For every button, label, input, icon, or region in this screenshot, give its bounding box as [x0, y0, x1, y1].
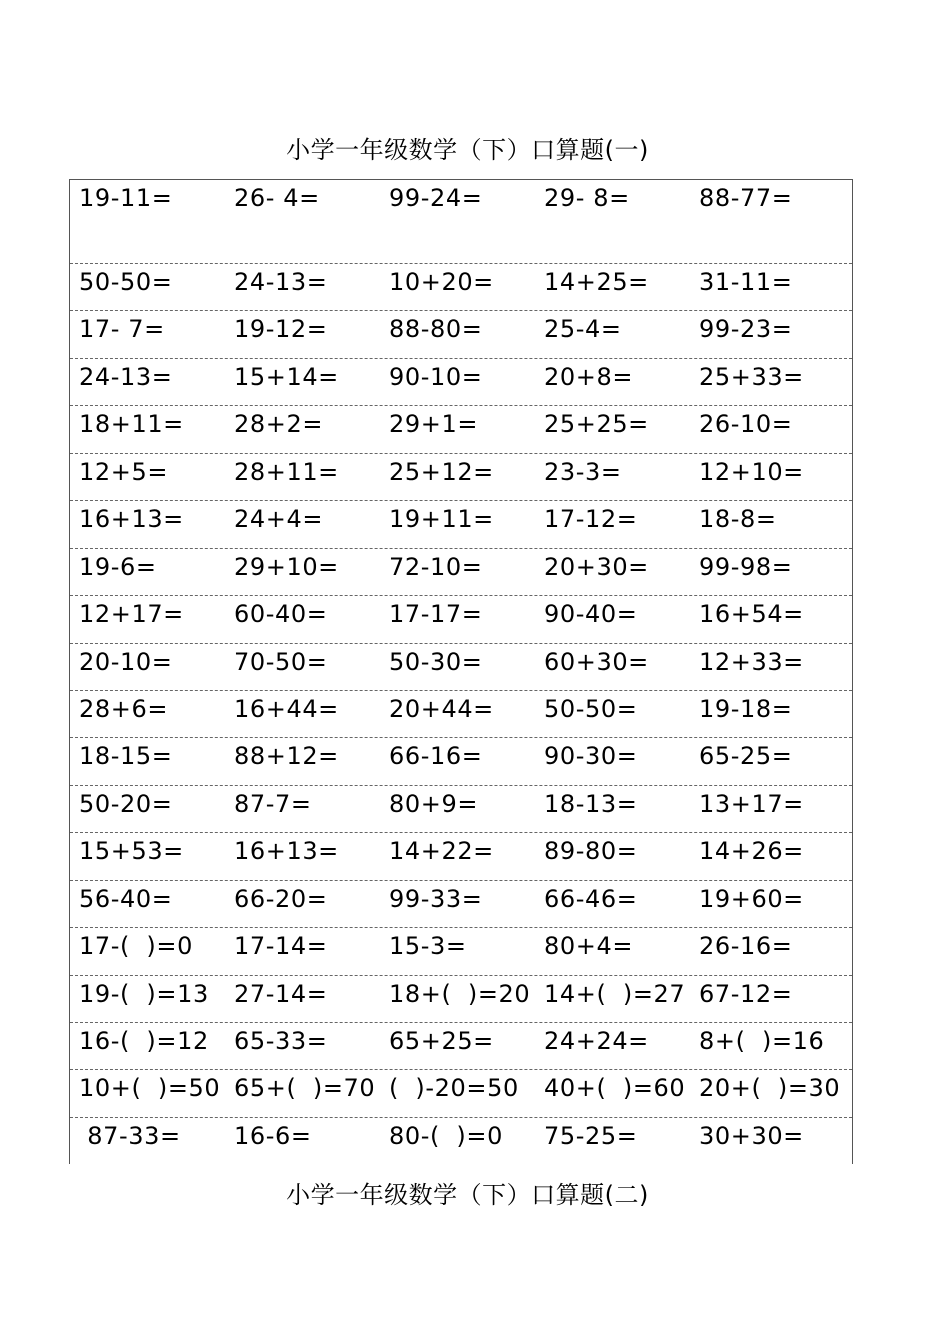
problem-cell: 20-10= [79, 647, 173, 676]
problem-cell: 18-8= [699, 505, 777, 534]
problem-cell: 26-16= [699, 932, 793, 961]
problem-cell: 50-30= [389, 647, 483, 676]
problem-cell: 23-3= [544, 457, 622, 486]
problem-cell: 16+13= [79, 505, 184, 534]
problem-cell: 24-13= [234, 268, 328, 296]
table-row [70, 928, 852, 975]
problem-cell: 80-( )=0 [389, 1121, 503, 1150]
problem-cell: 16-6= [234, 1121, 312, 1150]
table-row [70, 311, 852, 358]
worksheet-title: 小学一年级数学（下）口算题(一) [286, 136, 649, 164]
problem-cell: 27-14= [234, 979, 328, 1008]
problem-cell: 50-20= [79, 789, 173, 818]
problem-cell: 17- 7= [79, 315, 165, 344]
problem-cell: 28+11= [234, 457, 339, 486]
problem-cell: 14+( )=27 [544, 979, 686, 1008]
table-row [70, 454, 852, 501]
problem-cell: 20+30= [544, 552, 649, 581]
problem-cell: 29+10= [234, 552, 339, 581]
problem-cell: 50-50= [544, 694, 638, 723]
problem-cell: 56-40= [79, 884, 173, 913]
problem-cell: 12+5= [79, 457, 169, 486]
table-row [70, 359, 852, 406]
problem-cell: 26-10= [699, 410, 793, 439]
table-row [70, 1070, 852, 1117]
problem-cell: 31-11= [699, 268, 793, 296]
problem-cell: 15+14= [234, 362, 339, 391]
problem-cell: 66-20= [234, 884, 328, 913]
problem-cell: 19+11= [389, 505, 494, 534]
problem-cell: 65-25= [699, 742, 793, 771]
problem-cell: 24+4= [234, 505, 324, 534]
problem-cell: 25+25= [544, 410, 649, 439]
problem-cell: 17-17= [389, 600, 483, 629]
problem-cell: 99-98= [699, 552, 793, 581]
table-row [70, 1023, 852, 1070]
problem-cell: 12+10= [699, 457, 804, 486]
problem-cell: 65+25= [389, 1027, 494, 1055]
problem-cell: 87-33= [79, 1121, 181, 1150]
problem-cell: 88+12= [234, 742, 339, 771]
problem-cell: 16+13= [234, 837, 339, 866]
table-row [70, 1118, 852, 1165]
problem-cell: ( )-20=50 [389, 1074, 519, 1103]
problem-cell: 65-33= [234, 1027, 328, 1055]
problem-cell: 99-24= [389, 184, 483, 212]
problem-cell: 88-77= [699, 184, 793, 212]
problem-cell: 8+( )=16 [699, 1027, 825, 1055]
problem-cell: 29- 8= [544, 184, 630, 212]
problem-cell: 24+24= [544, 1027, 649, 1055]
problem-cell: 19-12= [234, 315, 328, 344]
problem-cell: 18-15= [79, 742, 173, 771]
arithmetic-table [69, 179, 853, 1164]
problem-cell: 87-7= [234, 789, 312, 818]
table-row [70, 738, 852, 785]
problem-cell: 15+53= [79, 837, 184, 866]
table-row [70, 833, 852, 880]
problem-cell: 80+4= [544, 932, 634, 961]
table-row [70, 549, 852, 596]
problem-cell: 90-40= [544, 600, 638, 629]
table-row [70, 691, 852, 738]
problem-cell: 70-50= [234, 647, 328, 676]
problem-cell: 30+30= [699, 1121, 804, 1150]
problem-cell: 90-10= [389, 362, 483, 391]
problem-cell: 10+20= [389, 268, 494, 296]
problem-cell: 10+( )=50 [79, 1074, 221, 1103]
problem-cell: 80+9= [389, 789, 479, 818]
problem-cell: 12+33= [699, 647, 804, 676]
problem-cell: 19-11= [79, 184, 173, 212]
problem-cell: 14+22= [389, 837, 494, 866]
problem-cell: 90-30= [544, 742, 638, 771]
problem-cell: 40+( )=60 [544, 1074, 686, 1103]
problem-cell: 89-80= [544, 837, 638, 866]
problem-cell: 29+1= [389, 410, 479, 439]
problem-cell: 25+12= [389, 457, 494, 486]
table-row [70, 501, 852, 548]
problem-cell: 17-14= [234, 932, 328, 961]
table-row [70, 264, 852, 311]
table-row [70, 976, 852, 1023]
problem-cell: 16-( )=12 [79, 1027, 209, 1055]
problem-cell: 26- 4= [234, 184, 320, 212]
table-row [70, 786, 852, 833]
problem-cell: 99-23= [699, 315, 793, 344]
problem-cell: 18+( )=20 [389, 979, 531, 1008]
table-row [70, 881, 852, 928]
problem-cell: 88-80= [389, 315, 483, 344]
problem-cell: 25-4= [544, 315, 622, 344]
problem-cell: 15-3= [389, 932, 467, 961]
problem-cell: 65+( )=70 [234, 1074, 376, 1103]
problem-cell: 13+17= [699, 789, 804, 818]
problem-cell: 66-46= [544, 884, 638, 913]
problem-cell: 20+( )=30 [699, 1074, 841, 1103]
table-row [70, 180, 852, 264]
problem-cell: 75-25= [544, 1121, 638, 1150]
problem-cell: 25+33= [699, 362, 804, 391]
problem-cell: 17-12= [544, 505, 638, 534]
table-row [70, 596, 852, 643]
problem-cell: 19-( )=13 [79, 979, 209, 1008]
problem-cell: 19-6= [79, 552, 157, 581]
problem-cell: 20+44= [389, 694, 494, 723]
problem-cell: 28+6= [79, 694, 169, 723]
problem-cell: 24-13= [79, 362, 173, 391]
problem-cell: 18+11= [79, 410, 184, 439]
problem-cell: 14+26= [699, 837, 804, 866]
problem-cell: 72-10= [389, 552, 483, 581]
problem-cell: 19-18= [699, 694, 793, 723]
problem-cell: 60+30= [544, 647, 649, 676]
problem-cell: 20+8= [544, 362, 634, 391]
problem-cell: 16+54= [699, 600, 804, 629]
problem-cell: 12+17= [79, 600, 184, 629]
problem-cell: 28+2= [234, 410, 324, 439]
problem-cell: 16+44= [234, 694, 339, 723]
next-worksheet-title: 小学一年级数学（下）口算题(二) [286, 1181, 649, 1209]
problem-cell: 67-12= [699, 979, 793, 1008]
table-row [70, 406, 852, 453]
problem-cell: 60-40= [234, 600, 328, 629]
problem-cell: 17-( )=0 [79, 932, 193, 961]
table-row [70, 644, 852, 691]
problem-cell: 99-33= [389, 884, 483, 913]
problem-cell: 18-13= [544, 789, 638, 818]
problem-cell: 66-16= [389, 742, 483, 771]
problem-cell: 50-50= [79, 268, 173, 296]
problem-cell: 14+25= [544, 268, 649, 296]
problem-cell: 19+60= [699, 884, 804, 913]
